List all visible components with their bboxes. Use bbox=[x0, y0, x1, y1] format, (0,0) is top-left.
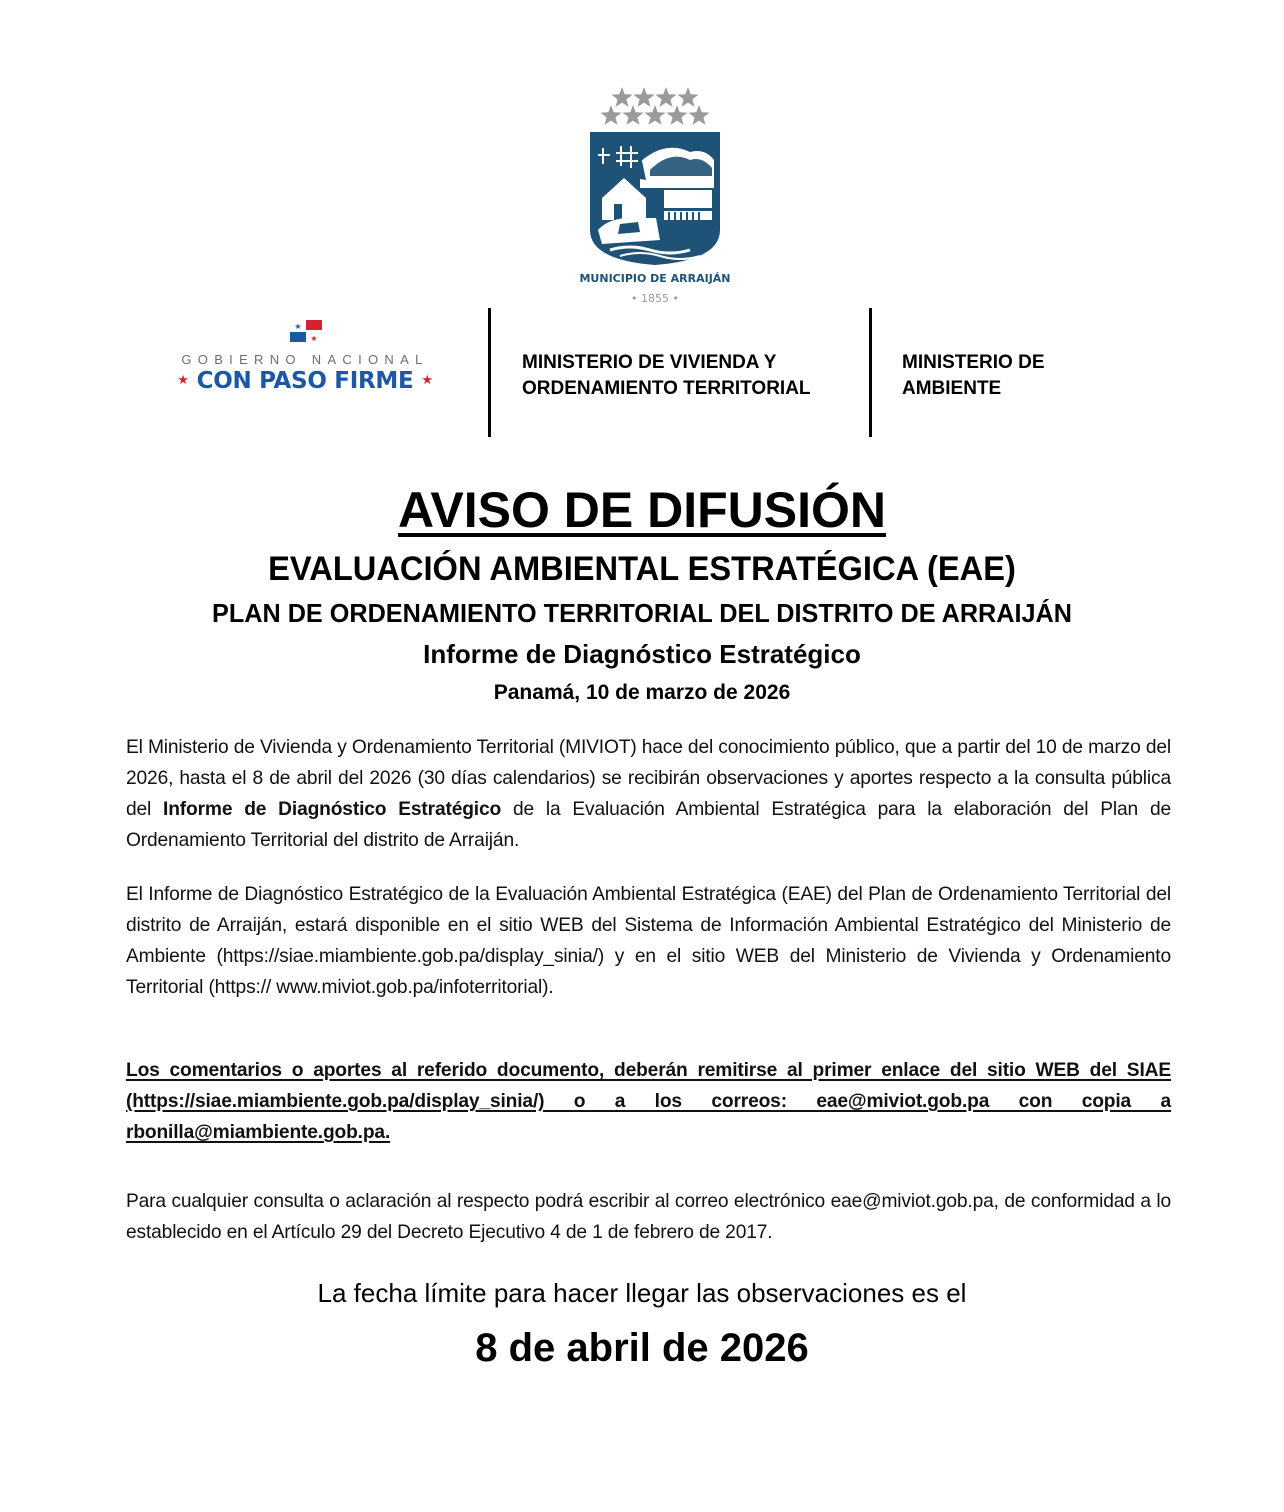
municipio-arraijan-logo bbox=[580, 80, 730, 310]
ministry-line: MINISTERIO DE VIVIENDA Y bbox=[522, 352, 777, 373]
miviot-link[interactable]: (https:// www.miviot.gob.pa/infoterritorial). bbox=[208, 977, 554, 998]
page-title bbox=[0, 480, 1284, 540]
gov-logo-line1: GOBIERNO NACIONAL bbox=[181, 352, 429, 367]
siae-link[interactable]: (https://siae.miambiente.gob.pa/display_sinia/) bbox=[216, 946, 605, 967]
paragraph-submission-instructions: Los comentarios o aportes al referido documento, deberán remitirse al primer enlace del sitio WEB del SIAE (https://siae.miambiente.gob.pa/display_sinia/) o a los correos: eae@miviot.gob.pa con copia a rbonilla@miambiente.gob.pa. bbox=[126, 1060, 1171, 1143]
star-icon bbox=[623, 105, 644, 125]
ministry-miviot-label bbox=[522, 350, 862, 402]
star-icon bbox=[645, 105, 666, 125]
panama-flag-icon bbox=[288, 320, 324, 344]
ministry-line: MINISTERIO DE bbox=[902, 352, 1045, 373]
star-icon bbox=[689, 105, 710, 125]
coat-of-arms-icon bbox=[580, 80, 730, 310]
text-run: El Informe de Diagnóstico Estratégico de la Evaluación Ambiental Estratégica (EAE) del Plan de Ordenamiento Territorial del distrito de Arraiján, estará disponible en el sitio WEB del Sistema de Información Ambiental Estratégico del Ministerio de Ambiente bbox=[126, 884, 1171, 967]
text-run: de la Evaluación Ambiental Estratégica para la elaboración del Plan de Ordenamiento Territorial del distrito de Arraiján. bbox=[126, 799, 1171, 851]
header-divider bbox=[869, 308, 872, 437]
subtitle-plan: PLAN DE ORDENAMIENTO TERRITORIAL DEL DISTRITO DE ARRAIJÁN bbox=[212, 598, 1072, 628]
star-icon bbox=[634, 87, 655, 107]
deadline-date: 8 de abril de 2026 bbox=[475, 1326, 809, 1370]
bold-text-run: Informe de Diagnóstico Estratégico bbox=[163, 799, 502, 820]
svg-text:★: ★ bbox=[310, 334, 318, 343]
ministry-line: AMBIENTE bbox=[902, 378, 1002, 399]
gov-logo-slogan: CON PASO FIRME bbox=[196, 368, 414, 394]
municipio-name: MUNICIPIO DE ARRAIJÁN bbox=[580, 272, 730, 285]
place-date: Panamá, 10 de marzo de 2026 bbox=[493, 681, 791, 704]
stars-icon bbox=[601, 87, 710, 125]
paragraph-availability bbox=[126, 879, 1171, 1003]
gobierno-nacional-logo bbox=[155, 318, 465, 398]
page-title-text: AVISO DE DIFUSIÓN bbox=[397, 482, 886, 538]
star-icon bbox=[656, 87, 677, 107]
text-run: y en el sitio WEB del Ministerio de Vivienda y Ordenamiento Territorial bbox=[126, 946, 1172, 998]
text-run: El Ministerio de Vivienda y Ordenamiento Territorial (MIVIOT) hace del conocimiento público, que a partir del 10 de marzo del 2026, hasta el 8 de abril del 2026 (30 días calendarios) se recibirán observaciones y aportes respecto a la consulta pública del bbox=[126, 737, 1171, 820]
subtitle-report: Informe de Diagnóstico Estratégico bbox=[423, 639, 861, 669]
star-icon: ★ bbox=[421, 373, 433, 388]
subtitle-eae: EVALUACIÓN AMBIENTAL ESTRATÉGICA (EAE) bbox=[268, 550, 1016, 588]
ministry-line: ORDENAMIENTO TERRITORIAL bbox=[522, 378, 811, 399]
star-icon bbox=[601, 105, 622, 125]
star-icon bbox=[667, 105, 688, 125]
paragraph-announcement bbox=[126, 732, 1171, 856]
header-divider bbox=[488, 308, 491, 437]
star-icon: ★ bbox=[177, 373, 189, 388]
gov-logo-line2 bbox=[155, 368, 455, 394]
svg-text:★: ★ bbox=[294, 322, 302, 331]
star-icon bbox=[678, 87, 699, 107]
municipio-year: • 1855 • bbox=[631, 292, 679, 305]
ministry-ambiente-label bbox=[902, 350, 1102, 402]
deadline-lead-text: La fecha límite para hacer llegar las observaciones es el bbox=[317, 1278, 967, 1308]
paragraph-contact: Para cualquier consulta o aclaración al respecto podrá escribir al correo electrónico eae@miviot.gob.pa, de conformidad a lo establecido en el Artículo 29 del Decreto Ejecutivo 4 de 1 de febrero de 2017. bbox=[126, 1191, 1171, 1243]
star-icon bbox=[612, 87, 633, 107]
